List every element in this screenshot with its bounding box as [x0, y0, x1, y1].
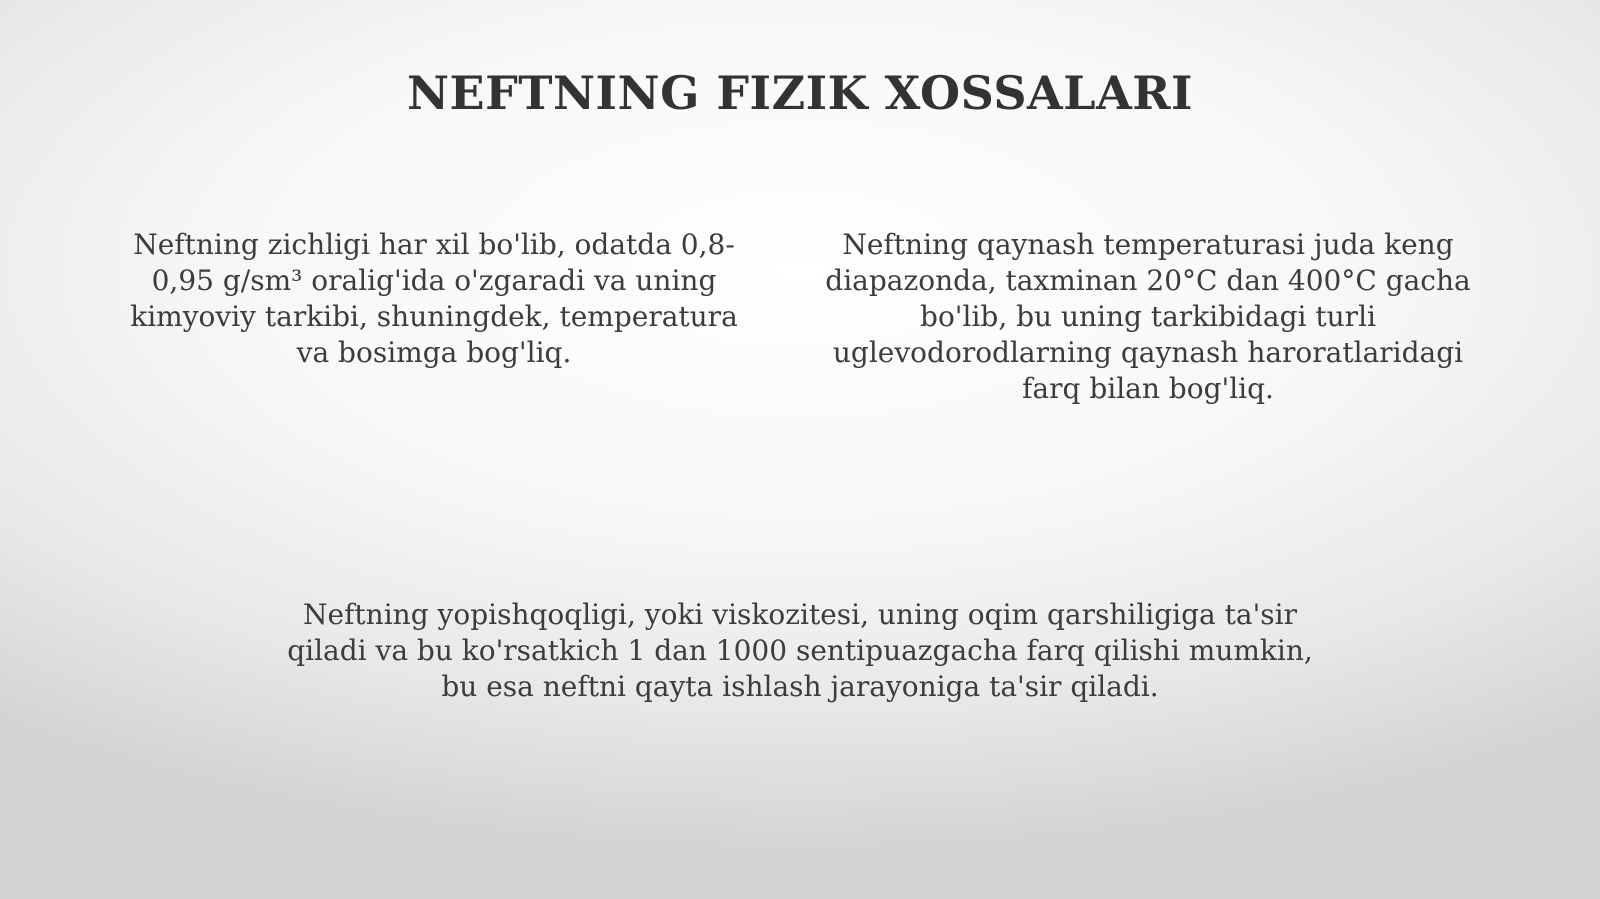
viscosity-text-block: Neftning yopishqoqligi, yoki viskozitesi, uning oqim qarshiligiga ta'sir qiladi va bu ko'rsatkich 1 dan 1000 sentipuazgacha farq qilishi mumkin, bu esa neftni qayta ishlash jarayoniga ta'sir qiladi. — [287, 598, 1313, 703]
density-text-block: Neftning zichligi har xil bo'lib, odatda 0,8-0,95 g/sm³ oralig'ida o'zgaradi va uning kimyoviy tarkibi, shuningdek, temperatura va bosimga bog'liq. — [130, 228, 738, 369]
slide-title: NEFTNING FIZIK XOSSALARI — [406, 66, 1194, 120]
boiling-point-text-block: Neftning qaynash temperaturasi juda keng diapazonda, taxminan 20°C dan 400°C gacha bo'lib, bu uning tarkibidagi turli uglevodorodlarning qaynash haroratlaridagi farq bilan bog'liq. — [825, 228, 1471, 405]
